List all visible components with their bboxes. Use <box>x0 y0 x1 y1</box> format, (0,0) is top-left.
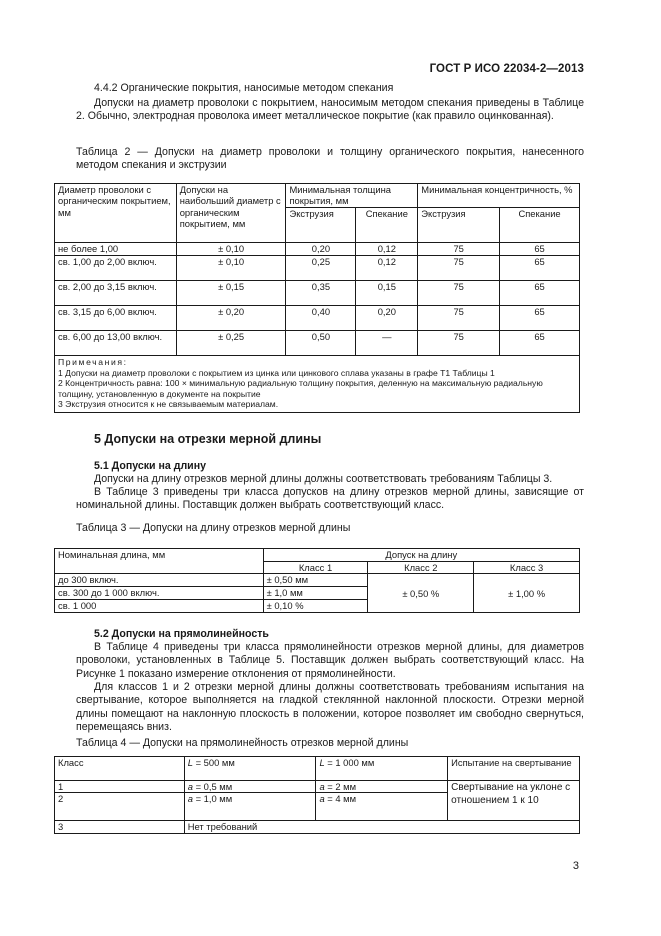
table-row: св. 1 000 ± 0,10 % <box>55 600 580 613</box>
notes-title: Примечания: <box>58 357 128 367</box>
table-2-header-sintering-2: Спекание <box>500 208 580 243</box>
table-2-notes <box>55 356 580 413</box>
table-3 <box>54 548 580 613</box>
section-5-1-title: 5.1 Допуски на длину <box>94 460 206 472</box>
note-3: 3 Экструзия относится к не связываемым материалам. <box>58 399 279 410</box>
table-2 <box>54 183 580 413</box>
table-2-header-extrusion: Экструзия <box>286 208 356 243</box>
table-4-header-l1000: L = 1 000 мм <box>316 757 448 781</box>
table-2-caption: Таблица 2 — Допуски на диаметр проволоки и толщину органического покрытия, нанесенного методом спекания и экструзии <box>76 146 584 172</box>
table-4-header-l500: L = 500 мм <box>184 757 316 781</box>
document-header: ГОСТ Р ИСО 22034-2—2013 <box>429 63 584 75</box>
table-3-header-class-2: Класс 2 <box>368 562 474 574</box>
table-2-header-extrusion-2: Экструзия <box>418 208 500 243</box>
table-3-header-length: Номинальная длина, мм <box>55 549 264 574</box>
table-4-header-test: Испытание на свертывание <box>448 757 580 781</box>
section-4-4-2-text: Допуски на диаметр проволоки с покрытием, наносимым методом спекания приведены в Таблице 2. Обычно, электродная проволока имеет металлическое покрытие (как правило оцинкованная). <box>76 97 584 123</box>
table-4-caption: Таблица 4 — Допуски на прямолинейность отрезков мерной длины <box>76 737 409 749</box>
table-row: св. 300 до 1 000 включ. ± 1,0 мм <box>55 587 580 600</box>
page-number: 3 <box>572 860 579 872</box>
table-row: до 300 включ. ± 0,50 мм ± 0,50 % ± 1,00 % <box>55 574 580 587</box>
table-3-header-tolerance: Допуск на длину <box>263 549 579 562</box>
section-5-1-paragraph-2: В Таблице 3 приведены три класса допусков на длину отрезков мерной длины, зависящие от номинальной длины. Поставщик должен выбрать соответствующий класс. <box>76 486 584 512</box>
section-5-1-paragraph-1: Допуски на длину отрезков мерной длины должны соответствовать требованиям Таблицы 3. <box>94 473 553 485</box>
table-4 <box>54 756 580 834</box>
table-row: 1 a = 0,5 мм a = 2 мм Свертывание на уклоне с отношением 1 к 10 <box>55 781 580 793</box>
section-5-2-paragraph-1: В Таблице 4 приведены три класса прямолинейности отрезков мерной длины, для диаметров проволоки, установленных в Таблице 5. Поставщик должен выбрать соответствующий класс. На Рисунке 1 показано измерение отклонения от прямолинейности. <box>76 641 584 680</box>
table-2-header-thickness: Минимальная толщина покрытия, мм <box>286 184 418 208</box>
note-2: 2 Концентричность равна: 100 × минимальную радиальную толщину покрытия, деленную на максимальную радиальную толщину, установленную в документе на покрытие <box>58 378 543 399</box>
table-3-class-3-value: ± 1,00 % <box>474 574 580 613</box>
section-5-title: 5 Допуски на отрезки мерной длины <box>94 432 322 446</box>
table-row: 2 a = 1,0 мм a = 4 мм <box>55 793 580 821</box>
table-row: св. 2,00 до 3,15 включ. ± 0,15 0,35 0,15 75 65 <box>55 281 580 306</box>
table-4-test-value: Свертывание на уклоне с отношением 1 к 10 <box>448 781 580 821</box>
table-3-class-2-value: ± 0,50 % <box>368 574 474 613</box>
note-1: 1 Допуски на диаметр проволоки с покрытием из цинка или цинкового сплава указаны в графе Т1 Таблицы 1 <box>58 367 495 378</box>
section-5-2-title: 5.2 Допуски на прямолинейность <box>94 628 269 640</box>
table-3-header-class-3: Класс 3 <box>474 562 580 574</box>
table-3-caption: Таблица 3 — Допуски на длину отрезков мерной длины <box>76 522 351 534</box>
table-row: не более 1,00 ± 0,10 0,20 0,12 75 65 <box>55 243 580 256</box>
table-2-notes-row <box>55 356 580 413</box>
table-2-header-diameter: Диаметр проволоки с органическим покрытием, мм <box>55 184 177 243</box>
table-row: св. 3,15 до 6,00 включ. ± 0,20 0,40 0,20 75 65 <box>55 306 580 331</box>
section-4-4-2-title: 4.4.2 Органические покрытия, наносимые методом спекания <box>94 82 394 94</box>
table-2-header-tolerance: Допуски на наибольший диаметр с органическим покрытием, мм <box>176 184 286 243</box>
table-row: св. 1,00 до 2,00 включ. ± 0,10 0,25 0,12 75 65 <box>55 256 580 281</box>
table-row: 3 Нет требований <box>55 821 580 833</box>
table-2-header-sintering: Спекание <box>356 208 418 243</box>
table-4-header-class: Класс <box>55 757 185 781</box>
section-5-2-paragraph-2: Для классов 1 и 2 отрезки мерной длины должны соответствовать требованиям испытания на свертывание, которое выполняется на гладкой стеклянной наклонной плоскости. Отрезки мерной длины помещают на наклонную плоскость в положении, которое позволяет им свободно свернуться, перемещаясь вниз. <box>76 681 584 734</box>
table-row: св. 6,00 до 13,00 включ. ± 0,25 0,50 — 75 65 <box>55 331 580 356</box>
table-2-header-concentricity: Минимальная концентричность, % <box>418 184 580 208</box>
table-3-header-class-1: Класс 1 <box>263 562 368 574</box>
